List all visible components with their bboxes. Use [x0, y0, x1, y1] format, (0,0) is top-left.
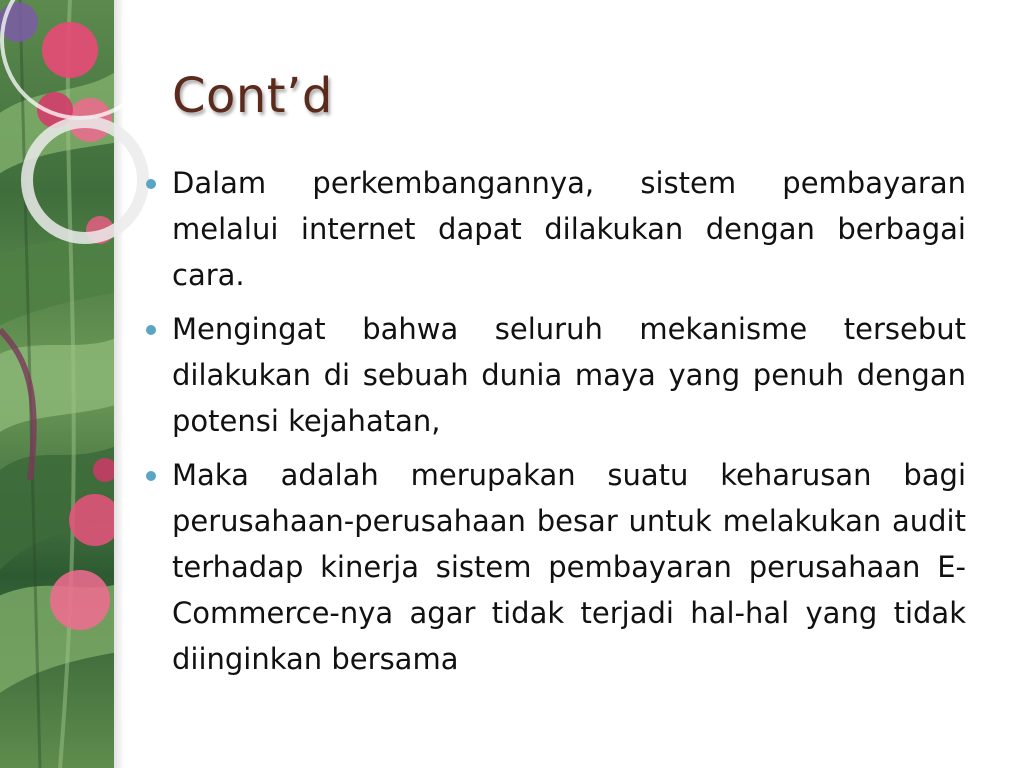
- bullet-item: [140, 452, 966, 682]
- bullet-list: [140, 160, 966, 690]
- slide-title: Cont’d: [172, 68, 333, 124]
- circle-bullet-icon: [146, 471, 156, 481]
- bullet-text: Dalam perkembangannya, sistem pembayaran melalui internet dapat dilakukan dengan berbagai cara.: [172, 166, 966, 292]
- floral-decoration-image: [0, 0, 114, 768]
- bullet-text: Maka adalah merupakan suatu keharusan bagi perusahaan-perusahaan besar untuk melakukan audit terhadap kinerja sistem pembayaran perusahaan E-Commerce-nya agar tidak terjadi hal-hal yang tidak diinginkan bersama: [172, 458, 966, 676]
- bullet-item: [140, 306, 966, 444]
- bullet-item: [140, 160, 966, 298]
- bullet-text: Mengingat bahwa seluruh mekanisme tersebut dilakukan di sebuah dunia maya yang penuh dengan potensi kejahatan,: [172, 312, 966, 438]
- circle-bullet-icon: [146, 325, 156, 335]
- foliage-art: [0, 0, 114, 768]
- decoration-shadow: [114, 0, 124, 768]
- circle-bullet-icon: [146, 179, 156, 189]
